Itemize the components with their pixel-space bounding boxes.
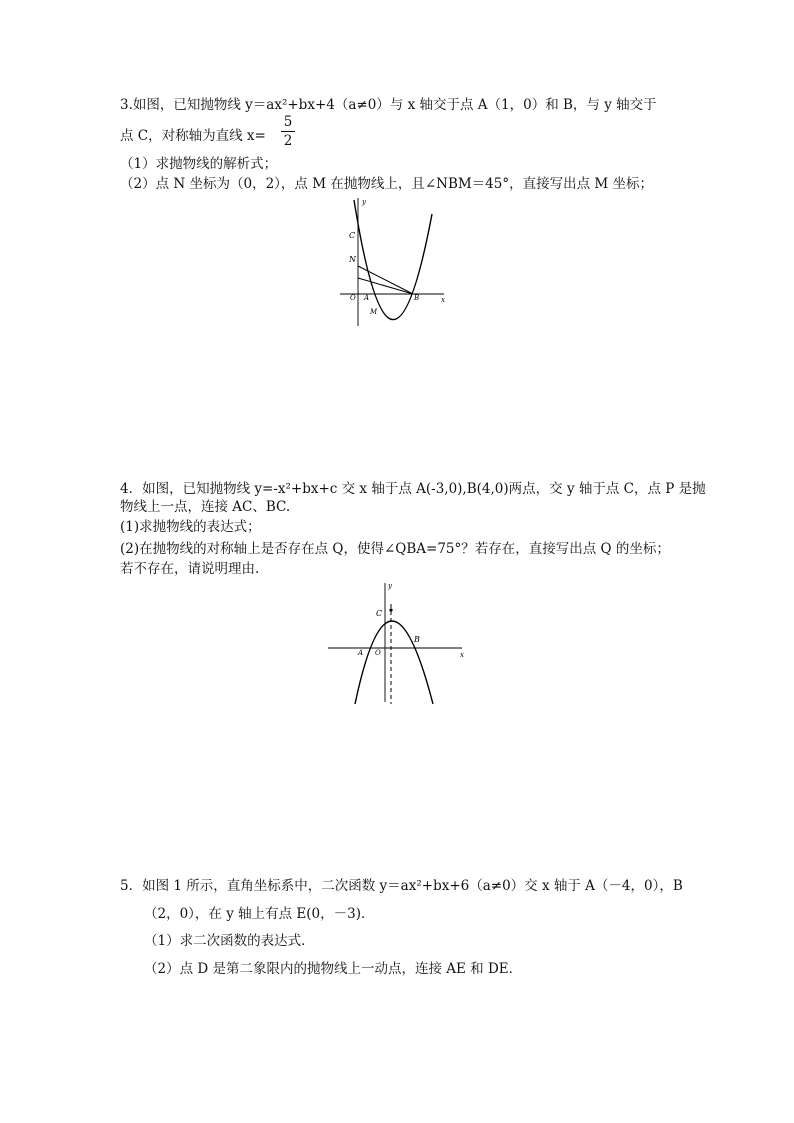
point-b-label: B [414, 635, 420, 644]
problem4-question2: (2)在抛物线的对称轴上是否存在点 Q，使得∠QBA=75°？若存在，直接写出点 Q 的坐标； [120, 541, 670, 557]
y-axis-label: y [362, 198, 366, 206]
problem5-question2: （2）点 D 是第二象限内的抛物线上一动点，连接 AE 和 DE． [144, 961, 523, 977]
problem4-figure [325, 578, 470, 708]
origin-label: O [375, 649, 381, 657]
problem3-line2: 点 C，对称轴为直线 x= [120, 128, 266, 144]
problem3-figure [336, 192, 456, 332]
point-a-label: A [358, 649, 364, 657]
problem4-question1: (1)求抛物线的表达式； [120, 519, 261, 535]
problem4-line1: 4．如图，已知抛物线 y=-x²+bx+c 交 x 轴于点 A(-3,0),B(4,0)两点，交 y 轴于点 C，点 P 是抛 [120, 481, 706, 497]
problem5-line1: 5．如图 1 所示，直角坐标系中，二次函数 y＝ax²+bx+6（a≠0）交 x 轴于 A（－4，0），B [120, 878, 683, 894]
point-c [389, 608, 392, 611]
problem4-line2: 物线上一点，连接 AC、BC. [120, 499, 291, 515]
problem3-question1: （1）求抛物线的解析式； [120, 156, 278, 172]
fraction-numerator: 5 [283, 114, 293, 130]
problem5-question1: （1）求二次函数的表达式． [144, 933, 315, 949]
problem5-line2: （2，0），在 y 轴上有点 E(0，－3)． [144, 906, 375, 922]
y-axis-label: y [388, 582, 392, 590]
problem3-line1: 3.如图，已知抛物线 y＝ax²+bx+4（a≠0）与 x 轴交于点 A（1，0）和 B，与 y 轴交于 [120, 97, 657, 113]
point-a-label: A [364, 294, 370, 302]
fraction-denominator: 2 [283, 133, 293, 149]
point-b-label: B [414, 294, 420, 302]
problem3-question2: （2）点 N 坐标为（0，2），点 M 在抛物线上，且∠NBM＝45°，直接写出点 M 坐标； [120, 176, 654, 192]
point-c-label: C [376, 609, 383, 618]
problem4-question2-cont: 若不存在，请说明理由. [120, 561, 260, 577]
point-n-label: N [349, 255, 356, 264]
symmetry-axis-fraction [281, 114, 295, 149]
point-m-label: M [370, 308, 378, 316]
point-c-label: C [349, 231, 356, 240]
origin-label: O [350, 294, 356, 302]
parabola [355, 621, 433, 704]
x-axis-label: x [441, 296, 445, 304]
x-axis-label: x [460, 651, 464, 659]
